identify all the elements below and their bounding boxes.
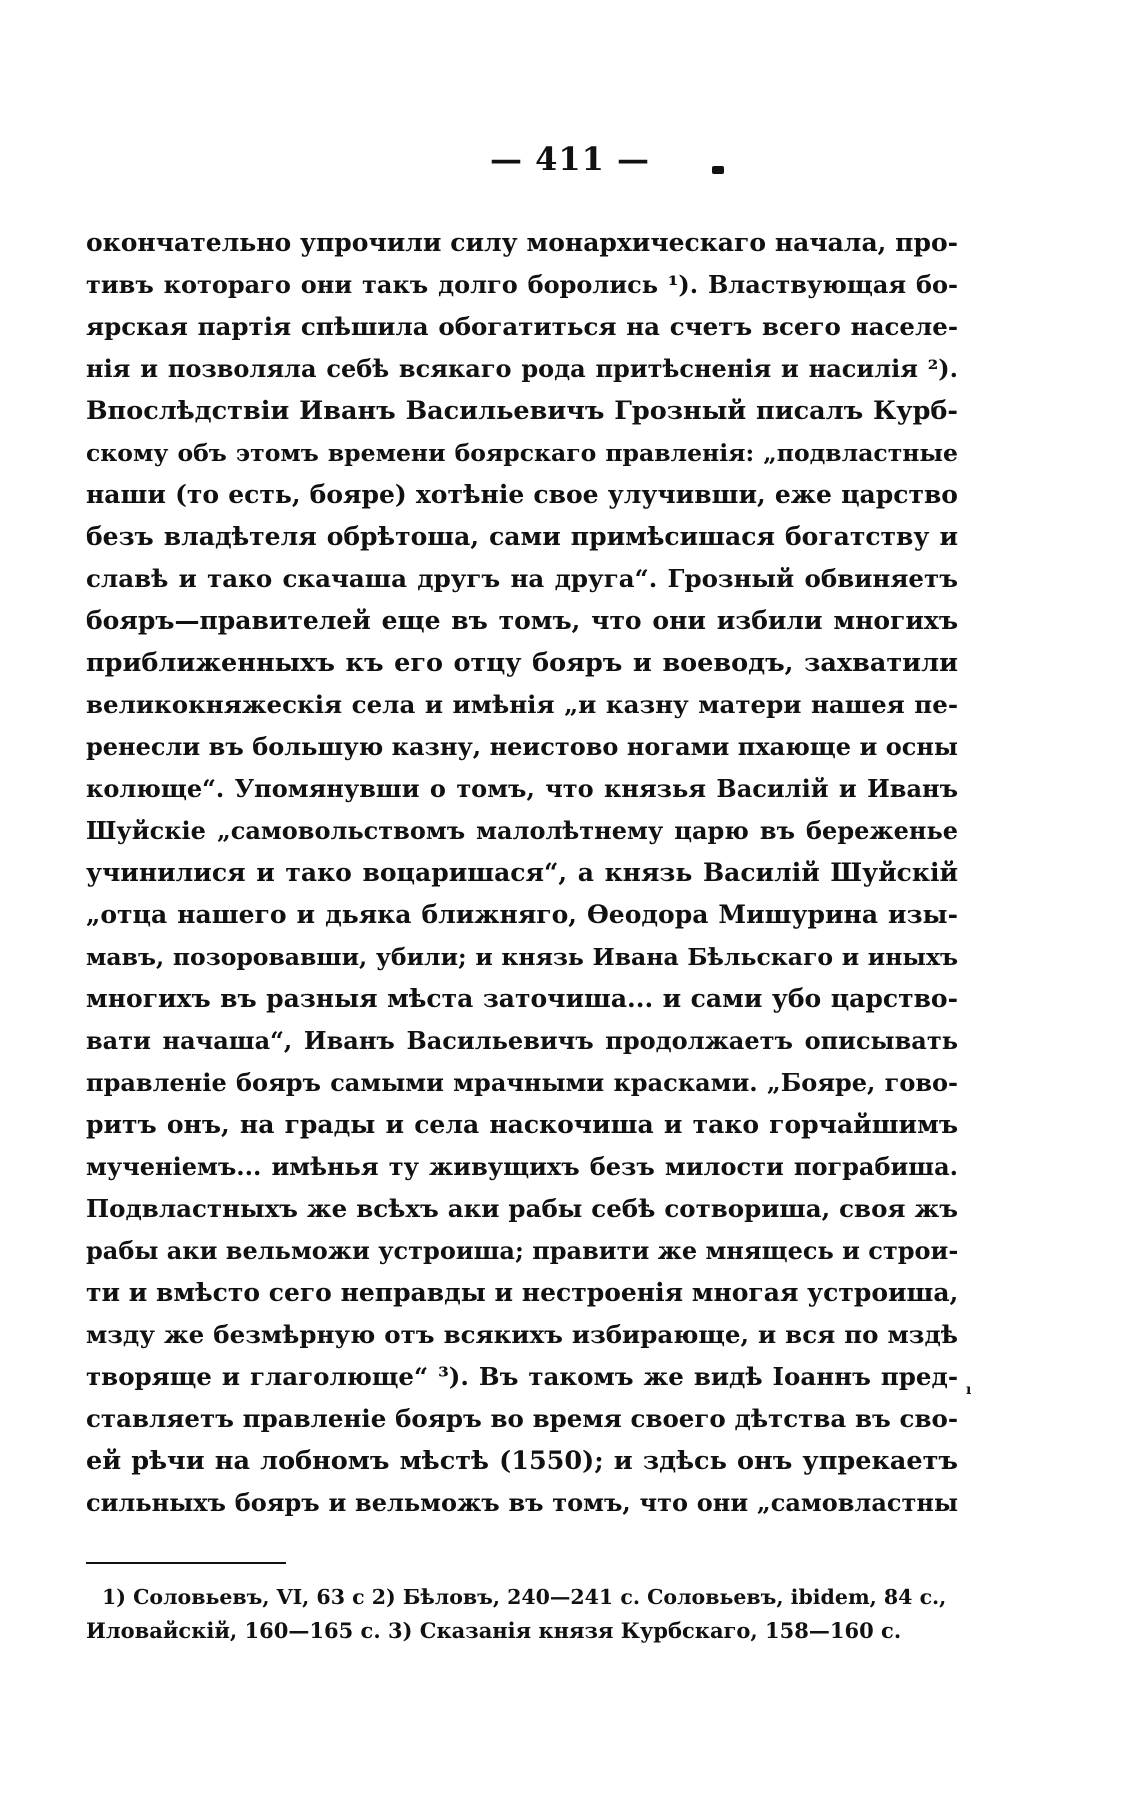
text-line: приближенныхъ къ его отцу бояръ и воеводъ, захватили bbox=[86, 648, 958, 678]
text-line: ставляетъ правленіе бояръ во время своего дѣтства въ сво- bbox=[86, 1404, 958, 1433]
page-number: — 411 — bbox=[489, 140, 651, 178]
text-line: нія и позволяла себѣ всякаго рода притѣсненія и насилія ²). bbox=[86, 354, 958, 383]
footnote-line: Иловайскій, 160—165 с. 3) Сказанія князя Курбскаго, 158—160 с. bbox=[86, 1618, 902, 1643]
text-line: ритъ онъ, на грады и села наскочиша и тако горчайшимъ bbox=[86, 1110, 958, 1139]
text-line: Подвластныхъ же всѣхъ аки рабы себѣ сотвориша, своя жъ bbox=[86, 1194, 958, 1223]
text-line: великокняжескія села и имѣнія „и казну матери нашея пе- bbox=[86, 690, 958, 719]
text-line: ренесли въ большую казну, неистово ногами пхающе и осны bbox=[86, 732, 958, 761]
text-line: Впослѣдствіи Иванъ Васильевичъ Грозный писалъ Курб- bbox=[86, 396, 958, 426]
text-line: мавъ, позоровавши, убили; и князь Ивана Бѣльскаго и иныхъ bbox=[86, 943, 958, 971]
text-line: правленіе бояръ самыми мрачными красками. „Бояре, гово- bbox=[86, 1068, 958, 1097]
text-line: учинилися и тако воцаришася“, а князь Василій Шуйскій bbox=[86, 858, 958, 887]
text-line: окончательно упрочили силу монархическаго начала, про- bbox=[86, 228, 958, 257]
text-line: скому объ этомъ времени боярскаго правленія: „подвластные bbox=[86, 439, 958, 467]
footnote-line: 1) Соловьевъ, VI, 63 с 2) Бѣловъ, 240—241 с. Соловьевъ, ibidem, 84 с., bbox=[102, 1585, 947, 1609]
main-text bbox=[86, 222, 958, 1524]
text-line: многихъ въ разныя мѣста заточиша... и сами убо царство- bbox=[86, 984, 958, 1013]
text-line: бояръ—правителей еще въ томъ, что они избили многихъ bbox=[86, 606, 958, 635]
text-line: ей рѣчи на лобномъ мѣстѣ (1550); и здѣсь онъ упрекаетъ bbox=[86, 1446, 958, 1476]
text-line: рабы аки вельможи устроиша; правити же мнящесь и строи- bbox=[86, 1236, 959, 1265]
margin-mark: ı bbox=[966, 1382, 972, 1398]
footnotes bbox=[86, 1580, 958, 1648]
text-line: мзду же безмѣрную отъ всякихъ избирающе, и вся по мздѣ bbox=[86, 1320, 958, 1349]
text-line: наши (то есть, бояре) хотѣніе свое улучивши, еже царство bbox=[86, 480, 958, 509]
text-line: ярская партія спѣшила обогатиться на счетъ всего населе- bbox=[86, 312, 958, 341]
page-header bbox=[0, 140, 1140, 178]
text-line: безъ владѣтеля обрѣтоша, сами примѣсишася богатству и bbox=[86, 522, 958, 551]
text-line: творяще и глаголюще“ ³). Въ такомъ же видѣ Іоаннъ пред- bbox=[86, 1362, 958, 1391]
text-line: ти и вмѣсто сего неправды и нестроенія многая устроиша, bbox=[86, 1278, 959, 1307]
print-speck-mark bbox=[712, 166, 724, 174]
text-line: сильныхъ бояръ и вельможъ въ томъ, что они „самовластны bbox=[86, 1488, 958, 1517]
text-line: Шуйскіе „самовольствомъ малолѣтнему царю въ береженье bbox=[86, 816, 958, 845]
footnote-divider bbox=[86, 1562, 286, 1564]
text-line: колюще“. Упомянувши о томъ, что князья Василій и Иванъ bbox=[86, 774, 958, 803]
text-line: тивъ котораго они такъ долго боролись ¹). Властвующая бо- bbox=[86, 270, 958, 299]
text-line: вати начаша“, Иванъ Васильевичъ продолжаетъ описывать bbox=[86, 1026, 958, 1055]
text-line: „отца нашего и дьяка ближняго, Ѳеодора Мишурина изы- bbox=[86, 900, 958, 929]
text-line: славѣ и тако скачаша другъ на друга“. Грозный обвиняетъ bbox=[86, 564, 958, 593]
text-line: мученіемъ... имѣнья ту живущихъ безъ милости пограбиша. bbox=[86, 1152, 958, 1181]
